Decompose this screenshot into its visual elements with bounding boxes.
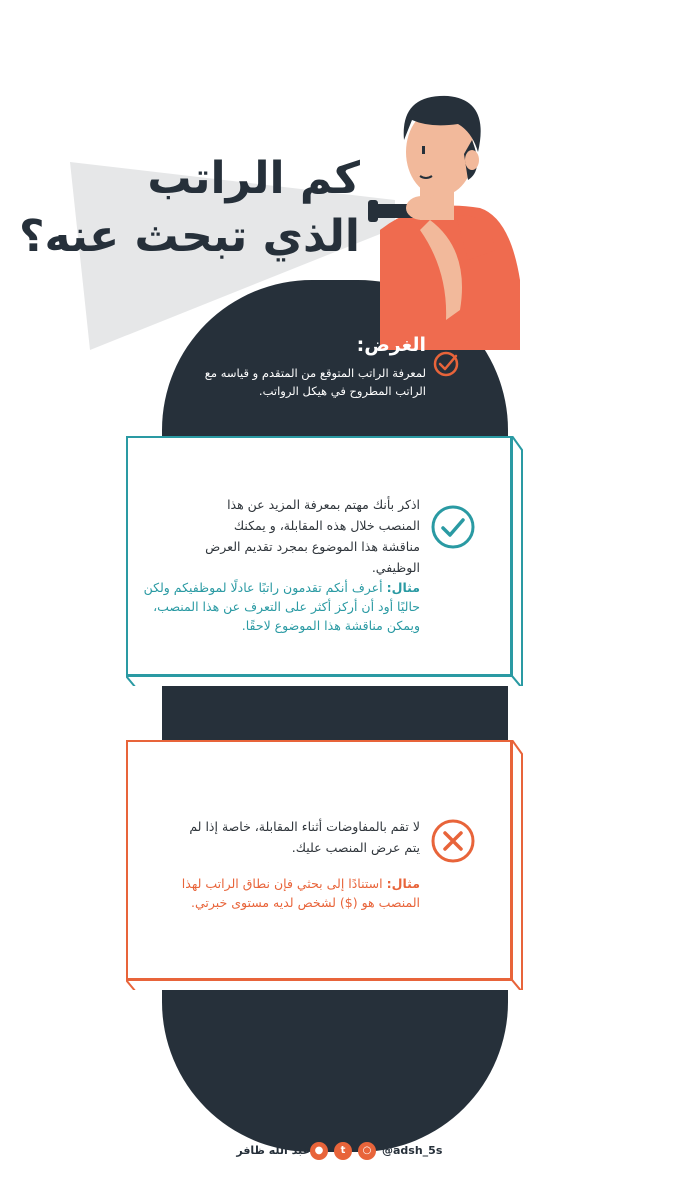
purpose-heading: الغرض: [356, 334, 426, 356]
snapchat-icon[interactable]: ● [310, 1142, 328, 1160]
page-title [19, 150, 360, 266]
do-example-label: مثال: [386, 580, 420, 595]
person-illustration [360, 80, 530, 350]
title-line-1: كم الراتب [147, 153, 360, 204]
x-circle-icon [430, 818, 476, 864]
social-handle[interactable]: @adsh_5s [382, 1144, 443, 1157]
do-example-text: أعرف أنكم تقدمون راتبًا عادلًا لموظفيكم ولكن حاليًا أود أن أركز أكثر على التعرف عن هذا المنصب، ويمكن مناقشة هذا الموضوع لاحقًا. [143, 580, 420, 633]
check-circle-icon [430, 504, 476, 550]
dont-box-example [150, 874, 420, 912]
author-name: عبد الله ظافر [236, 1144, 310, 1157]
purpose-text: لمعرفة الراتب المتوقع من المتقدم و قياسه مع الراتب المطروح في هيكل الرواتب. [204, 366, 426, 398]
twitter-icon[interactable]: t [334, 1142, 352, 1160]
footer [200, 1142, 500, 1164]
dont-example-text: استنادًا إلى بحثي فإن نطاق الراتب لهذا المنصب هو ($) لشخص لديه مستوى خبرتي. [181, 876, 420, 910]
do-box-text: اذكر بأنك مهتم بمعرفة المزيد عن هذا المنصب خلال هذه المقابلة، و يمكنك مناقشة هذا الموضوع بمجرد تقديم العرض الوظيفي. [205, 497, 420, 575]
dont-box-text: لا تقم بالمفاوضات أثناء المقابلة، خاصة إذا لم يتم عرض المنصب عليك. [189, 819, 420, 855]
title-line-2: الذي تبحث عنه؟ [19, 211, 360, 262]
dont-example-label: مثال: [386, 876, 420, 891]
do-box-example [140, 578, 420, 635]
dark-capsule-background [162, 280, 508, 1152]
target-check-icon [432, 350, 460, 378]
instagram-icon[interactable]: ○ [358, 1142, 376, 1160]
